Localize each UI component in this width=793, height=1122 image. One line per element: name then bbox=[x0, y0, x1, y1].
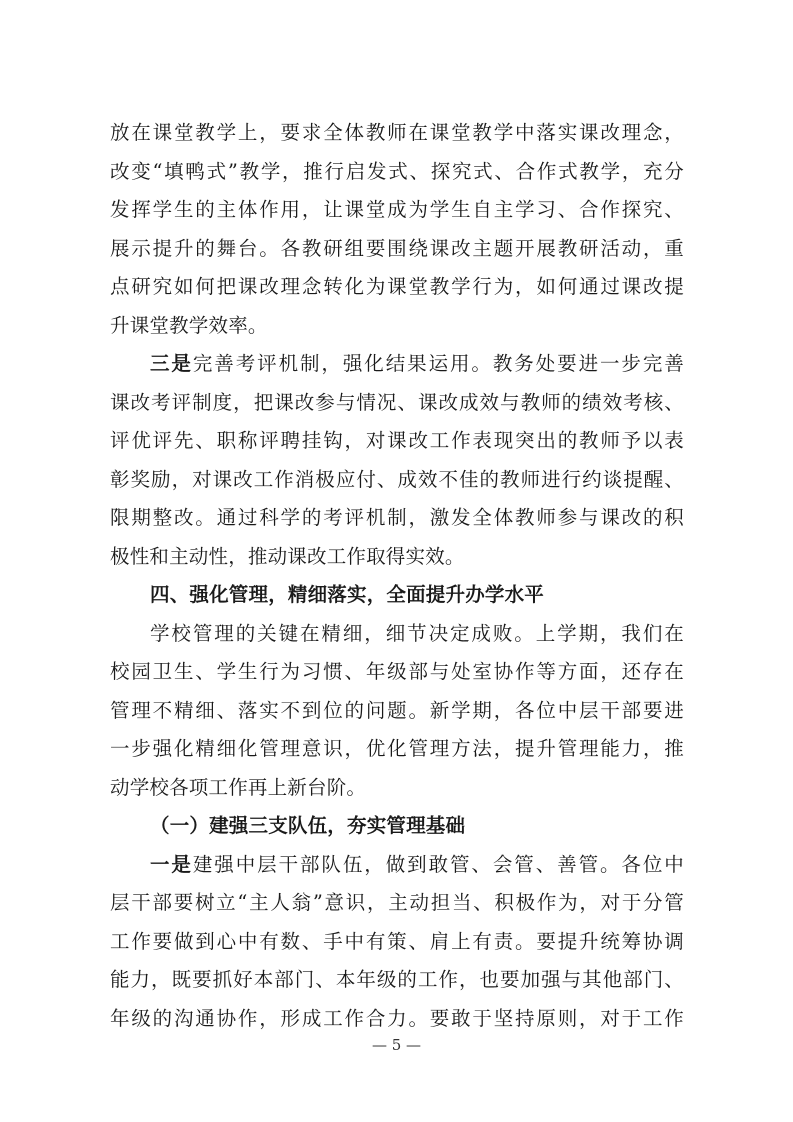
body-line: 点研究如何把课改理念转化为课堂教学行为，如何通过课改提 bbox=[110, 275, 684, 299]
body-line: 展示提升的舞台。各教研组要围绕课改主题开展教研活动，重 bbox=[110, 236, 684, 260]
body-line: 评优评先、职称评聘挂钩，对课改工作表现突出的教师予以表 bbox=[110, 429, 684, 453]
body-line: 极性和主动性，推动课改工作取得实效。 bbox=[110, 544, 465, 568]
body-line: 年级的沟通协作，形成工作合力。要敢于坚持原则，对于工作 bbox=[110, 1007, 684, 1030]
body-line: 彰奖励，对课改工作消极应付、成效不佳的教师进行约谈提醒、 bbox=[110, 467, 684, 491]
lead-in-three: 三是 bbox=[150, 352, 193, 376]
body-line: 层干部要树立“主人翁”意识，主动担当、积极作为，对于分管 bbox=[110, 891, 684, 915]
body-text: 建强中层干部队伍，做到敢管、会管、善管。各位中 bbox=[192, 852, 684, 876]
body-line: 工作要做到心中有数、手中有策、肩上有责。要提升统筹协调 bbox=[110, 929, 684, 953]
body-line: 课改考评制度，把课改参与情况、课改成效与教师的绩效考核、 bbox=[110, 390, 684, 414]
section-heading: 四、强化管理，精细落实，全面提升办学水平 bbox=[150, 583, 545, 607]
body-line: 校园卫生、学生行为习惯、年级部与处室协作等方面，还存在 bbox=[110, 660, 684, 684]
body-line: 放在课堂教学上，要求全体教师在课堂教学中落实课改理念， bbox=[110, 121, 684, 144]
lead-in-one: 一是 bbox=[150, 852, 193, 876]
body-line: 学校管理的关键在精细，细节决定成败。上学期，我们在 bbox=[150, 621, 684, 645]
body-line: 管理不精细、落实不到位的问题。新学期，各位中层干部要进 bbox=[110, 698, 684, 722]
body-line: 限期整改。通过科学的考评机制，激发全体教师参与课改的积 bbox=[110, 506, 684, 530]
body-line: 一步强化精细化管理意识，优化管理方法，提升管理能力，推 bbox=[110, 737, 684, 761]
body-line: 能力，既要抓好本部门、本年级的工作，也要加强与其他部门、 bbox=[110, 968, 684, 992]
body-line: 改变“填鸭式”教学，推行启发式、探究式、合作式教学，充分 bbox=[110, 159, 684, 183]
body-line: 发挥学生的主体作用，让课堂成为学生自主学习、合作探究、 bbox=[110, 198, 684, 222]
paragraph-three-first-line bbox=[150, 349, 684, 379]
paragraph-one-first-line bbox=[150, 850, 684, 880]
subsection-heading: （一）建强三支队伍，夯实管理基础 bbox=[150, 814, 466, 838]
body-line: 升课堂教学效率。 bbox=[110, 313, 268, 337]
page-number: — 5 — bbox=[371, 1036, 422, 1054]
body-text: 完善考评机制，强化结果运用。教务处要进一步完善 bbox=[192, 352, 684, 376]
body-line: 动学校各项工作再上新台阶。 bbox=[110, 775, 367, 799]
